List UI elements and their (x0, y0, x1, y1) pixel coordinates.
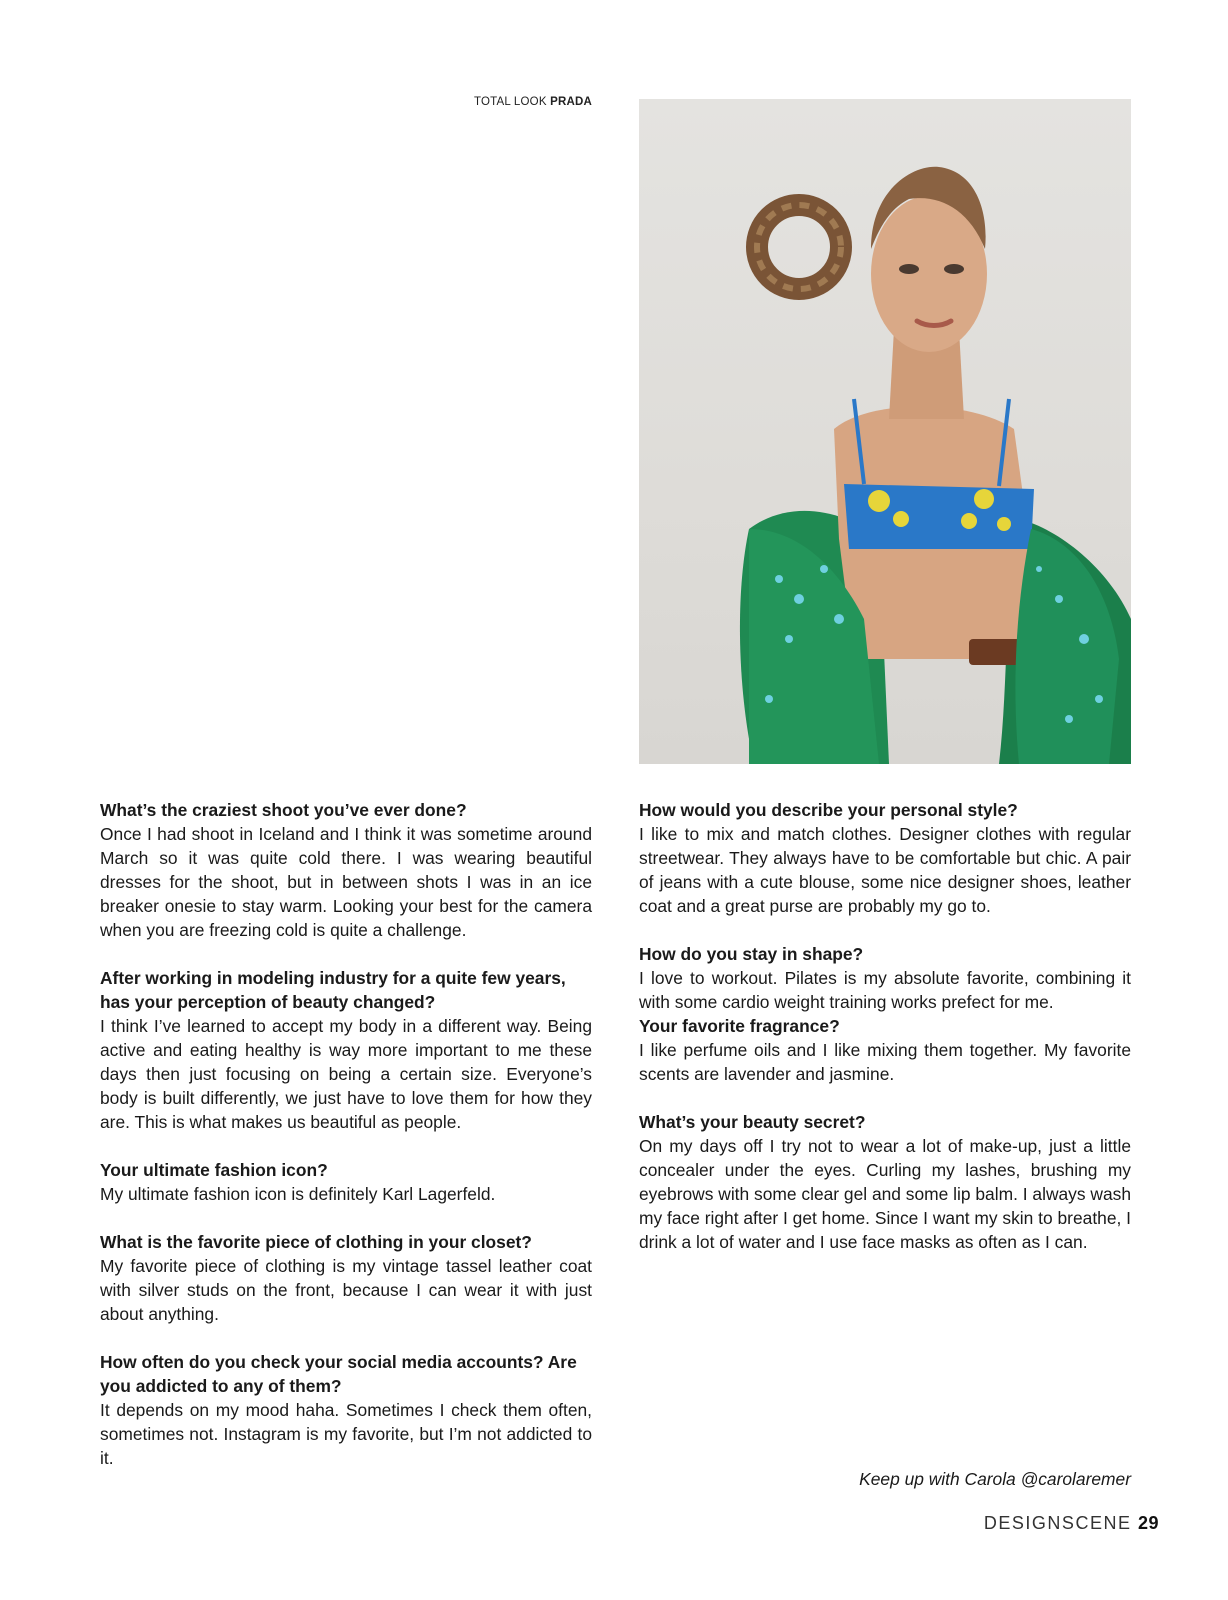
question: How would you describe your personal style? (639, 800, 1018, 820)
credit-prefix: TOTAL LOOK (473, 96, 547, 108)
answer: My favorite piece of clothing is my vintage tassel leather coat with silver studs on the front, because I can wear it with just about anything. (100, 1256, 592, 1324)
answer: On my days off I try not to wear a lot of make-up, just a little concealer under the eyes. Curling my lashes, brushing my eyebrows with some clear gel and some lip balm. I always wash my face right after I get home. Since I want my skin to breathe, I drink a lot of water and I use face masks as often as I can. (639, 1136, 1131, 1252)
magazine-name: DESIGNSCENE (983, 1513, 1132, 1533)
question: What is the favorite piece of clothing in your closet? (100, 1232, 532, 1252)
answer: I think I’ve learned to accept my body in a different way. Being active and eating healthy is way more important to me these days then just focusing on being a certain size. Everyone’s body is built differently, we just have to love them for how they are. This is what makes us beautiful as people. (100, 1016, 592, 1132)
page-number: 29 (1137, 1513, 1159, 1533)
photo-credit (464, 96, 592, 108)
answer: It depends on my mood haha. Sometimes I check them often, sometimes not. Instagram is my favorite, but I’m not addicted to it. (100, 1400, 592, 1468)
question: Your ultimate fashion icon? (100, 1160, 328, 1180)
answer: Once I had shoot in Iceland and I think it was sometime around March so it was quite cold there. I was wearing beautiful dresses for the shoot, but in between shots I was in an ice breaker onesie to stay warm. Looking your best for the camera when you are freezing cold is quite a challenge. (100, 824, 592, 940)
question: After working in modeling industry for a quite few years, has your perception of beauty changed? (100, 968, 566, 1012)
question: How do you stay in shape? (639, 944, 864, 964)
editorial-photo (639, 99, 1131, 764)
model-illustration (639, 99, 1131, 764)
interview-column-left (100, 798, 592, 1470)
page-folio (900, 1513, 1159, 1534)
question: What’s your beauty secret? (639, 1112, 866, 1132)
answer: I like perfume oils and I like mixing them together. My favorite scents are lavender and jasmine. (639, 1040, 1131, 1084)
answer: I love to workout. Pilates is my absolute favorite, combining it with some cardio weight training works prefect for me. (639, 968, 1131, 1012)
interview-column-right (639, 798, 1131, 1254)
question: How often do you check your social media accounts? Are you addicted to any of them? (100, 1352, 577, 1396)
question: Your favorite fragrance? (639, 1016, 840, 1036)
answer: I like to mix and match clothes. Designer clothes with regular streetwear. They always have to be comfortable but chic. A pair of jeans with a cute blouse, some nice designer shoes, leather coat and a great purse are probably my go to. (639, 824, 1131, 916)
credit-brand: PRADA (550, 96, 592, 108)
social-signoff: Keep up with Carola @carolaremer (859, 1469, 1131, 1489)
question: What’s the craziest shoot you’ve ever done? (100, 800, 467, 820)
answer: My ultimate fashion icon is definitely Karl Lagerfeld. (100, 1184, 496, 1204)
